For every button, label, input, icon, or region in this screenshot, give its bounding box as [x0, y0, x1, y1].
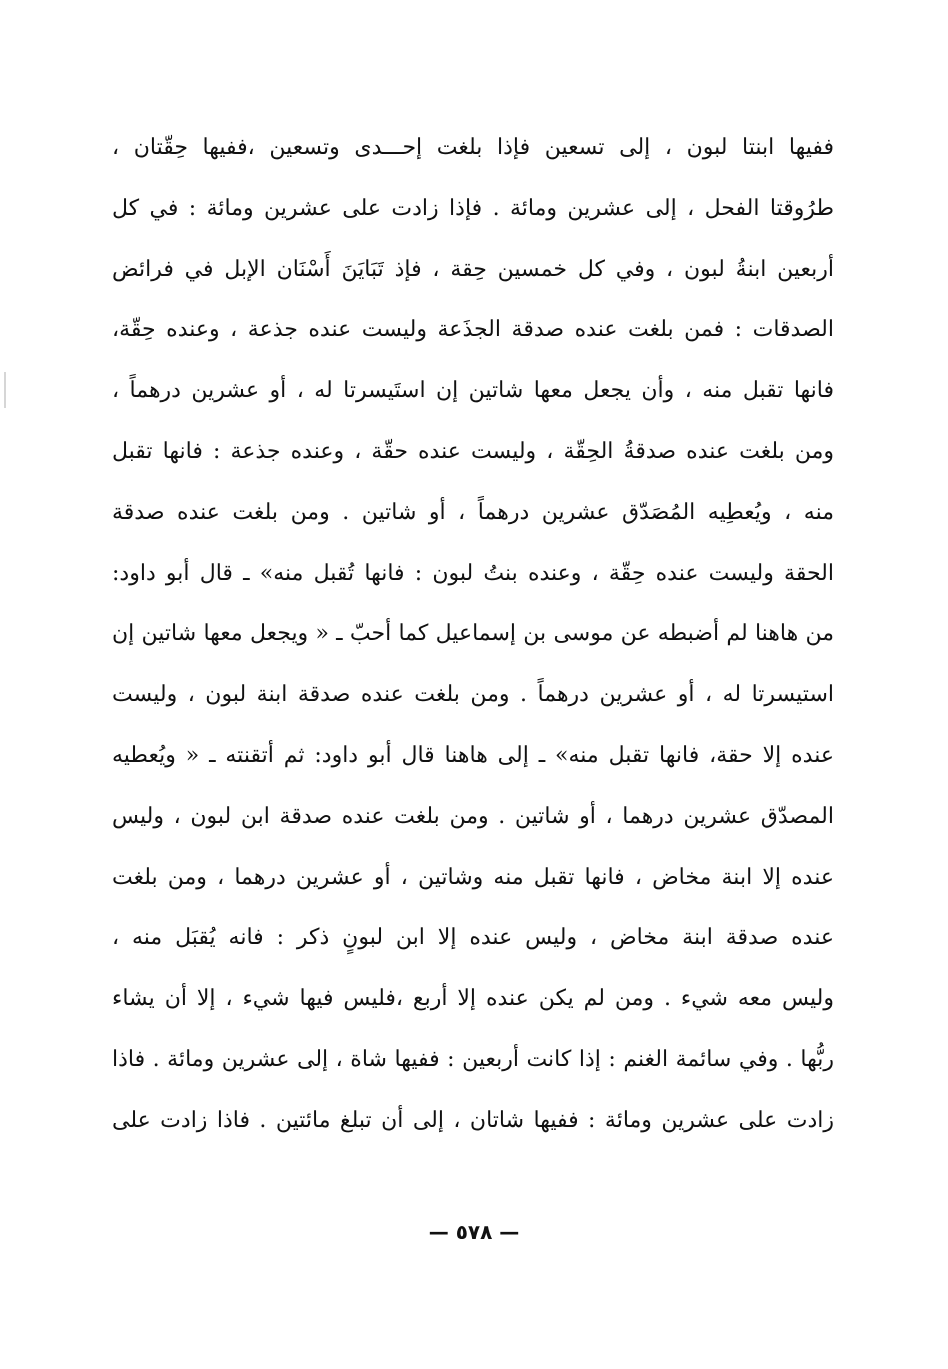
text-line: أربعين ابنةُ لبون ، وفي كل خمسين حِقة ، فإذ تَبَايَنَ أَسْنَان الإبل في فرائض [112, 256, 834, 282]
page-number: — ٥٧٨ — [428, 1220, 520, 1244]
text-line: منه ، ويُعطِيه المُصَدّق عشرين درهماً ، أو شاتين . ومن بلغت عنده صدقة [112, 499, 834, 525]
text-line: عنده إلا حقة، فانها تقبل منه» ـ إلى هاهنا قال أبو داود: ثم أتقنته ـ « ويُعطيه [112, 742, 834, 768]
text-line: ومن بلغت عنده صدقةُ الحِقّة ، وليست عنده حقّة ، وعنده جذعة : فانها تقبل [112, 438, 834, 464]
text-line: عنده إلا ابنة مخاض ، فانها تقبل منه وشاتين ، أو عشرين درهما ، ومن بلغت [112, 864, 834, 890]
text-line: ففيها ابنتا لبون ، إلى تسعين فإذا بلغت إحـــدى وتسعين ،ففيها حِقّتان ، [112, 135, 834, 160]
text-line: من هاهنا لم أضبطه عن موسى بن إسماعيل كما أحبّ ـ « ويجعل معها شاتين إن [112, 621, 834, 647]
text-line: استيسرتا له ، أو عشرين درهماً . ومن بلغت عنده صدقة ابنة لبون ، وليست [112, 682, 834, 708]
scan-edge-mark [4, 372, 6, 408]
text-line: وليس معه شيء . ومن لم يكن عنده إلا أربع ،فليس فيها شيء ، إلا أن يشاء [112, 986, 834, 1012]
text-line: المصدّق عشرين درهما ، أو شاتين . ومن بلغت عنده صدقة ابن لبون ، وليس [112, 803, 834, 829]
text-line: زادت على عشرين ومائة : ففيها شاتان ، إلى أن تبلغ مائتين . فاذا زادت على [112, 1107, 834, 1133]
text-line: عنده صدقة ابنة مخاض ، وليس عنده إلا ابن لبونٍ ذكر : فانه يُقبَل منه ، [112, 925, 834, 951]
text-line: فانها تقبل منه ، وأن يجعل معها شاتين إن استَيسرتا له ، أو عشرين درهماً ، [112, 378, 834, 404]
text-line: ربُّها . وفي سائمة الغنم : إذا كانت أربعين : ففيها شاة ، إلى عشرين ومائة . فاذا [112, 1046, 834, 1072]
body-text [112, 118, 834, 1152]
text-line: طرُوقتا الفحل ، إلى عشرين ومائة . فإذا زادت على عشرين ومائة : في كل [112, 195, 834, 221]
text-line: الصدقات : فمن بلغت عنده صدقة الجذَعة وليست عنده جذعة ، وعنده حِقّة، [112, 317, 834, 343]
text-line: الحقة وليست عنده حِقّة ، وعنده بنتُ لبون : فانها تُقبل منه» ـ قال أبو داود: [112, 560, 834, 586]
